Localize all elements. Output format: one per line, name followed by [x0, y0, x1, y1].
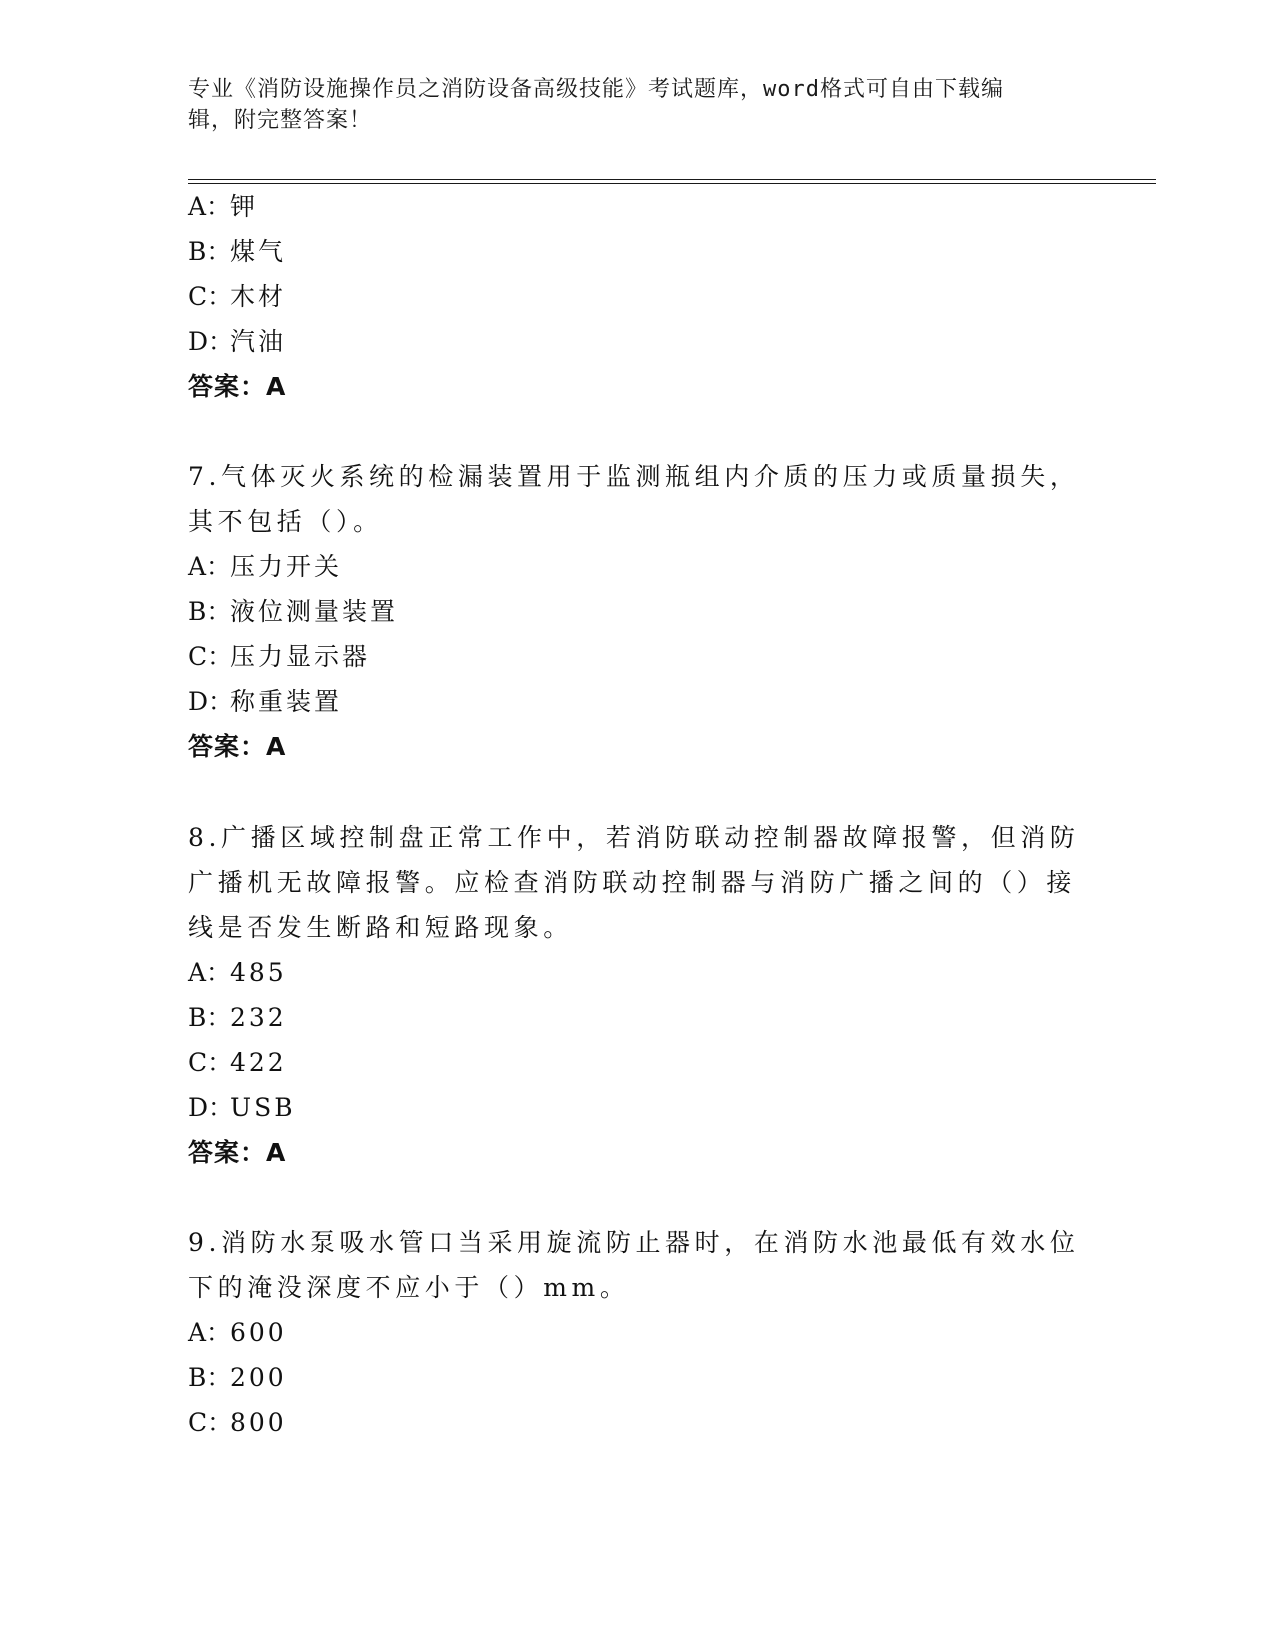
option-key: D： — [188, 327, 234, 356]
option-text: 485 — [230, 958, 287, 987]
option-key: A： — [188, 958, 232, 987]
option-key: C： — [188, 282, 233, 311]
option-text: 压力显示器 — [230, 642, 371, 671]
option-key: A： — [188, 192, 232, 221]
option-key: D： — [188, 1093, 234, 1122]
q8-text-line-1: 8.广播区域控制盘正常工作中，若消防联动控制器故障报警，但消防 — [188, 823, 1080, 852]
option-key: D： — [188, 687, 234, 716]
option-text: 232 — [230, 1003, 287, 1032]
q6-answer: 答案：A — [188, 372, 287, 401]
q7-option-d — [188, 687, 342, 717]
q6-option-b — [188, 237, 286, 267]
option-key: C： — [188, 1048, 233, 1077]
q8-answer: 答案：A — [188, 1138, 287, 1167]
q6-option-a — [188, 192, 258, 222]
document-header — [188, 74, 1068, 136]
option-text: 液位测量装置 — [230, 597, 399, 626]
option-text: 汽油 — [230, 327, 287, 356]
q6-option-d — [188, 327, 286, 357]
q8-option-d — [188, 1093, 296, 1123]
option-key: B： — [188, 1363, 232, 1392]
header-line-1: 专业《消防设施操作员之消防设备高级技能》考试题库，word格式可自由下载编 — [188, 77, 1004, 102]
option-key: B： — [188, 1003, 232, 1032]
option-key: B： — [188, 237, 232, 266]
option-key: A： — [188, 1318, 232, 1347]
q9-text-line-2: 下的淹没深度不应小于（）mm。 — [188, 1273, 630, 1302]
header-rule-bottom — [188, 183, 1156, 184]
q9-text-line-1: 9.消防水泵吸水管口当采用旋流防止器时，在消防水池最低有效水位 — [188, 1228, 1080, 1257]
q8-text-line-3: 线是否发生断路和短路现象。 — [188, 913, 573, 942]
q7-text-line-2: 其不包括（）。 — [188, 507, 383, 536]
option-text: 600 — [230, 1318, 287, 1347]
q7-text-line-1: 7.气体灭火系统的检漏装置用于监测瓶组内介质的压力或质量损失， — [188, 462, 1080, 491]
q9-option-a — [188, 1318, 287, 1348]
q8-option-c — [188, 1048, 287, 1078]
option-text: 钾 — [230, 192, 259, 221]
option-text: 422 — [230, 1048, 287, 1077]
q9-option-b — [188, 1363, 287, 1393]
q8-text-line-2: 广播机无故障报警。应检查消防联动控制器与消防广播之间的（）接 — [188, 868, 1077, 897]
header-line-2: 辑，附完整答案！ — [188, 108, 373, 133]
option-text: 800 — [230, 1408, 287, 1437]
option-text: 煤气 — [230, 237, 287, 266]
q8-option-b — [188, 1003, 287, 1033]
q8-option-a — [188, 958, 287, 988]
q9-option-c — [188, 1408, 287, 1438]
option-key: C： — [188, 1408, 233, 1437]
q7-option-a — [188, 552, 342, 582]
option-text: 称重装置 — [230, 687, 343, 716]
option-key: A： — [188, 552, 232, 581]
header-rule-top — [188, 179, 1156, 180]
q7-option-b — [188, 597, 398, 627]
q7-answer: 答案：A — [188, 732, 287, 761]
option-key: B： — [188, 597, 232, 626]
option-text: 木材 — [230, 282, 287, 311]
option-text: 200 — [230, 1363, 287, 1392]
option-text: USB — [230, 1093, 296, 1122]
option-key: C： — [188, 642, 233, 671]
option-text: 压力开关 — [230, 552, 343, 581]
q6-option-c — [188, 282, 286, 312]
q7-option-c — [188, 642, 370, 672]
